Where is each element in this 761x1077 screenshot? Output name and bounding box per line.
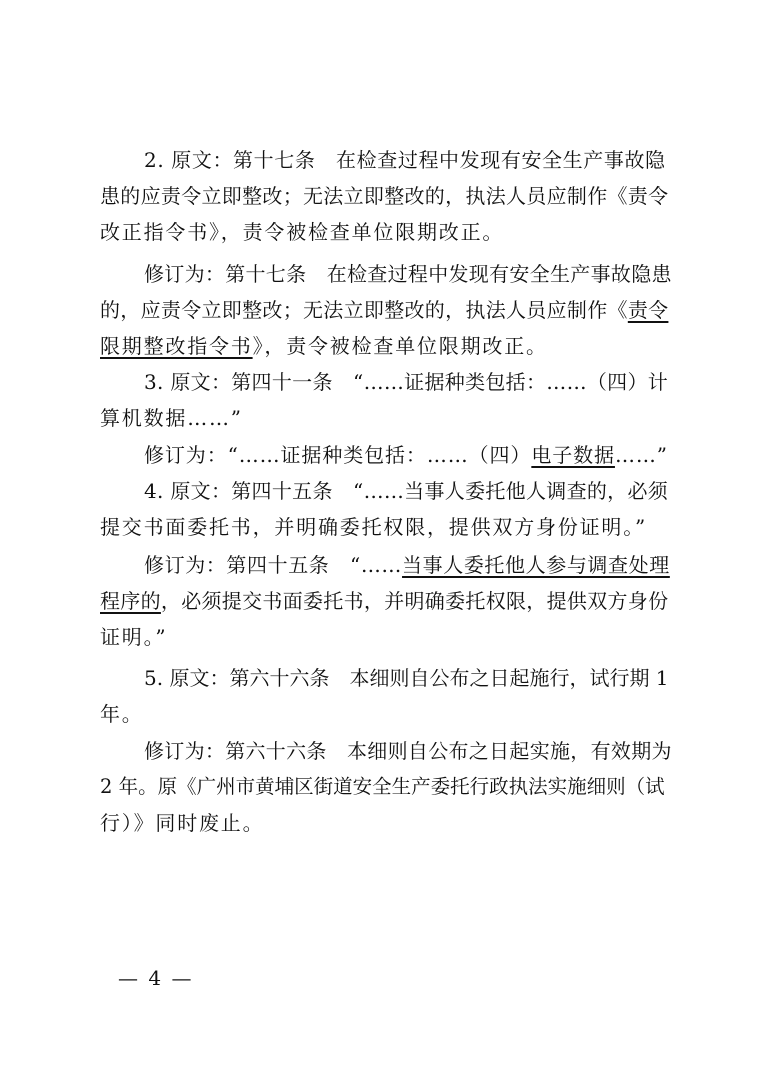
paragraph-line: 行）》同时废止。: [100, 811, 265, 835]
paragraph-line: 2. 原文：第十七条 在检查过程中发现有安全生产事故隐: [144, 148, 666, 172]
item-4-revised: [100, 547, 672, 655]
text-run: 修订为：“……证据种类包括：……（四）: [144, 443, 532, 467]
paragraph-line: 2 年。原《广州市黄埔区街道安全生产委托行政执法实施细则（试: [100, 775, 665, 798]
paragraph-line: 修订为：第六十六条 本细则自公布之日起实施，有效期为: [144, 739, 672, 763]
paragraph-line: [100, 547, 672, 583]
text-run: ，必须提交书面委托书，并明确委托权限，提供双方身份: [160, 589, 669, 613]
paragraph-line: 4. 原文：第四十五条 “……当事人委托他人调查的，必须: [144, 479, 669, 503]
page-number: — 4 —: [118, 966, 194, 990]
paragraph-line: [100, 328, 672, 364]
text-run: ……”: [614, 443, 668, 467]
item-4-original: [100, 473, 672, 545]
paragraph-line: 提交书面委托书，并明确委托权限，提供双方身份证明。”: [100, 515, 648, 539]
paragraph-line: [100, 437, 672, 473]
item-2-revised: [100, 256, 672, 364]
underlined-revision: 程序的: [100, 589, 161, 613]
paragraph-line: 算机数据……”: [100, 406, 243, 430]
paragraph-line: 修订为：第十七条 在检查过程中发现有安全生产事故隐患: [144, 262, 672, 286]
item-3-original: [100, 364, 672, 436]
paragraph-line: 5. 原文：第六十六条 本细则自公布之日起施行，试行期 1: [144, 666, 669, 690]
paragraph-line: 患的应责令立即整改；无法立即整改的，执法人员应制作《责令: [100, 184, 669, 208]
item-5-original: [100, 660, 672, 732]
underlined-revision: 限期整改指令书: [100, 334, 253, 358]
underlined-revision: 电子数据: [531, 443, 615, 467]
underlined-revision: 责令: [627, 298, 669, 322]
item-2-original: [100, 142, 672, 250]
text-run: 修订为：第四十五条 “……: [144, 553, 403, 577]
paragraph-line: [100, 583, 672, 619]
text-run: 的，应责令立即整改；无法立即整改的，执法人员应制作《: [100, 298, 628, 322]
paragraph-line: 证明。”: [100, 625, 168, 649]
paragraph-line: [100, 292, 672, 328]
underlined-revision: 当事人委托他人参与调查处理: [402, 553, 670, 577]
paragraph-line: 年。: [100, 702, 144, 726]
text-run: 》，责令被检查单位限期改正。: [252, 334, 548, 358]
paragraph-line: 3. 原文：第四十一条 “……证据种类包括：……（四）计: [144, 370, 669, 394]
paragraph-line: 改正指令书》，责令被检查单位限期改正。: [100, 220, 505, 244]
item-3-revised: [100, 437, 672, 473]
item-5-revised: [100, 733, 672, 841]
